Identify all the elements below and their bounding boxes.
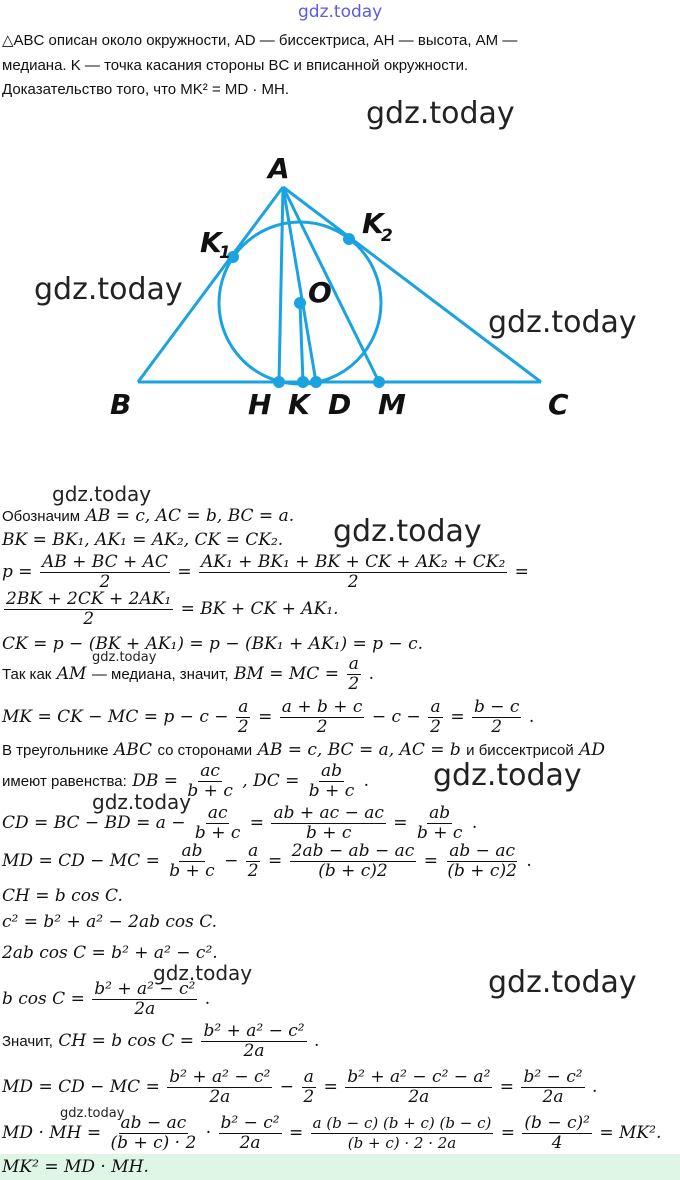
solution-line-17: MD = CD − MC = $\frac{\text{b² + a² − c²}}{2a}$ − $\frac{a}{2}$ = $\frac{\text{b² + a² − c² − a²}}{2a}$ = $\frac{\text{b² − c²}}{2a}$ .: [2, 1067, 598, 1107]
label-k1-sub: 1: [219, 243, 231, 263]
solution-line-8: В треугольнике ABC со сторонами AB = c, BC = a, AC = b и биссектрисой AD: [2, 740, 606, 760]
watermark-4: gdz.today: [52, 482, 152, 506]
solution-line-6: Так как AM — медиана, значит, BM = MC = $\frac{a}{2}$ .: [2, 654, 374, 694]
label-k2: K: [362, 207, 384, 240]
solution-line-3: p = $\frac{AB + BC + AC}{2}$ = $\frac{\text{AK₁ + BK₁ + BK + CK + AK₂ + CK₂}}{2}$ =: [2, 552, 529, 592]
point-o: [294, 297, 306, 309]
watermark-3: gdz.today: [488, 305, 637, 340]
label-o: O: [308, 276, 332, 309]
side-ab: [138, 187, 283, 382]
label-c: C: [548, 388, 569, 421]
problem-line-2: медиана. K — точка касания стороны BC и вписанной окружности.: [2, 57, 469, 74]
point-k2: [343, 233, 355, 245]
label-h: H: [248, 388, 272, 421]
watermark-6: gdz.today: [92, 650, 157, 665]
watermark-7: gdz.today: [433, 758, 582, 793]
solution-line-5: CK = p − (BK + AK₁) = p − (BK₁ + AK₁) = p − c.: [2, 634, 424, 654]
watermark-2: gdz.today: [34, 272, 183, 307]
point-m: [373, 376, 385, 388]
solution-line-16: Значит, CH = b cos C = $\frac{\text{b² + a² − c²}}{2a}$ .: [2, 1021, 320, 1061]
solution-line-7: MK = CK − MC = p − c − $\frac{a}{2}$ = $\frac{a + b + c}{2}$ − c − $\frac{a}{2}$ = $\frac{b - c}{2}$ .: [2, 697, 535, 737]
label-a: A: [268, 152, 290, 185]
solution-line-9: имеют равенства: DB = $\frac{ac}{b + c}$ , DC = $\frac{ab}{b + c}$ .: [2, 761, 370, 801]
label-k2-sub: 2: [381, 226, 393, 246]
label-b: B: [110, 388, 132, 421]
watermark-11: gdz.today: [60, 1106, 125, 1121]
watermark-5: gdz.today: [333, 514, 482, 549]
problem-line-3: Доказательство того, что MK² = MD · MH.: [2, 81, 290, 98]
watermark-8: gdz.today: [92, 790, 192, 814]
radius-ok: [300, 303, 303, 382]
solution-line-12: CH = b cos C.: [2, 886, 123, 906]
solution-line-19: MK² = MD · MH.: [2, 1157, 149, 1177]
problem-line-1: △ABC описан около окружности, AD — биссектриса, AH — высота, AM —: [2, 32, 518, 49]
solution-line-4: $\frac{\text{2BK + 2CK + 2AK₁}}{2}$ = BK + CK + AK₁.: [6, 589, 339, 629]
solution-line-14: 2ab cos C = b² + a² − c².: [2, 943, 218, 963]
watermark-1: gdz.today: [366, 96, 515, 131]
triangle-figure: [0, 0, 680, 440]
solution-line-15: b cos C = $\frac{\text{b² + a² − c²}}{2a}$ .: [2, 979, 211, 1019]
altitude-ah: [279, 187, 283, 382]
point-k: [297, 376, 309, 388]
solution-line-1: Обозначим AB = c, AC = b, BC = a.: [2, 506, 295, 526]
watermark-10: gdz.today: [488, 965, 637, 1000]
watermark-9: gdz.today: [153, 961, 253, 985]
solution-line-13: c² = b² + a² − 2ab cos C.: [2, 912, 218, 932]
solution-line-11: MD = CD − MC = $\frac{ab}{b + c}$ − $\frac{a}{2}$ = $\frac{2ab - ab - ac}{(b + c)2}$ = $\frac{ab - ac}{(b + c)2}$ .: [2, 841, 532, 881]
point-d: [310, 376, 322, 388]
label-k: K: [288, 388, 310, 421]
point-h: [273, 376, 285, 388]
label-m: M: [378, 388, 406, 421]
solution-line-18: MD · MH = $\frac{ab - ac}{(b + c) \cdot 2}$ · $\frac{\text{b² − c²}}{2a}$ = $\frac{a (b - c) (b + c) (b - c)}{(b + c) \cdot 2 \cdot 2a}$ = $\frac{\text{(b − c)²}}{4}$ = MK².: [2, 1113, 662, 1153]
solution-line-10: CD = BC − BD = a − $\frac{ac}{b + c}$ = $\frac{ab + ac - ac}{b + c}$ = $\frac{ab}{b + c}$ .: [2, 803, 478, 843]
label-k1: K: [200, 226, 222, 259]
label-d: D: [328, 388, 352, 421]
watermark-top: gdz.today: [298, 2, 383, 22]
solution-line-2: BK = BK₁, AK₁ = AK₂, CK = CK₂.: [2, 530, 284, 550]
